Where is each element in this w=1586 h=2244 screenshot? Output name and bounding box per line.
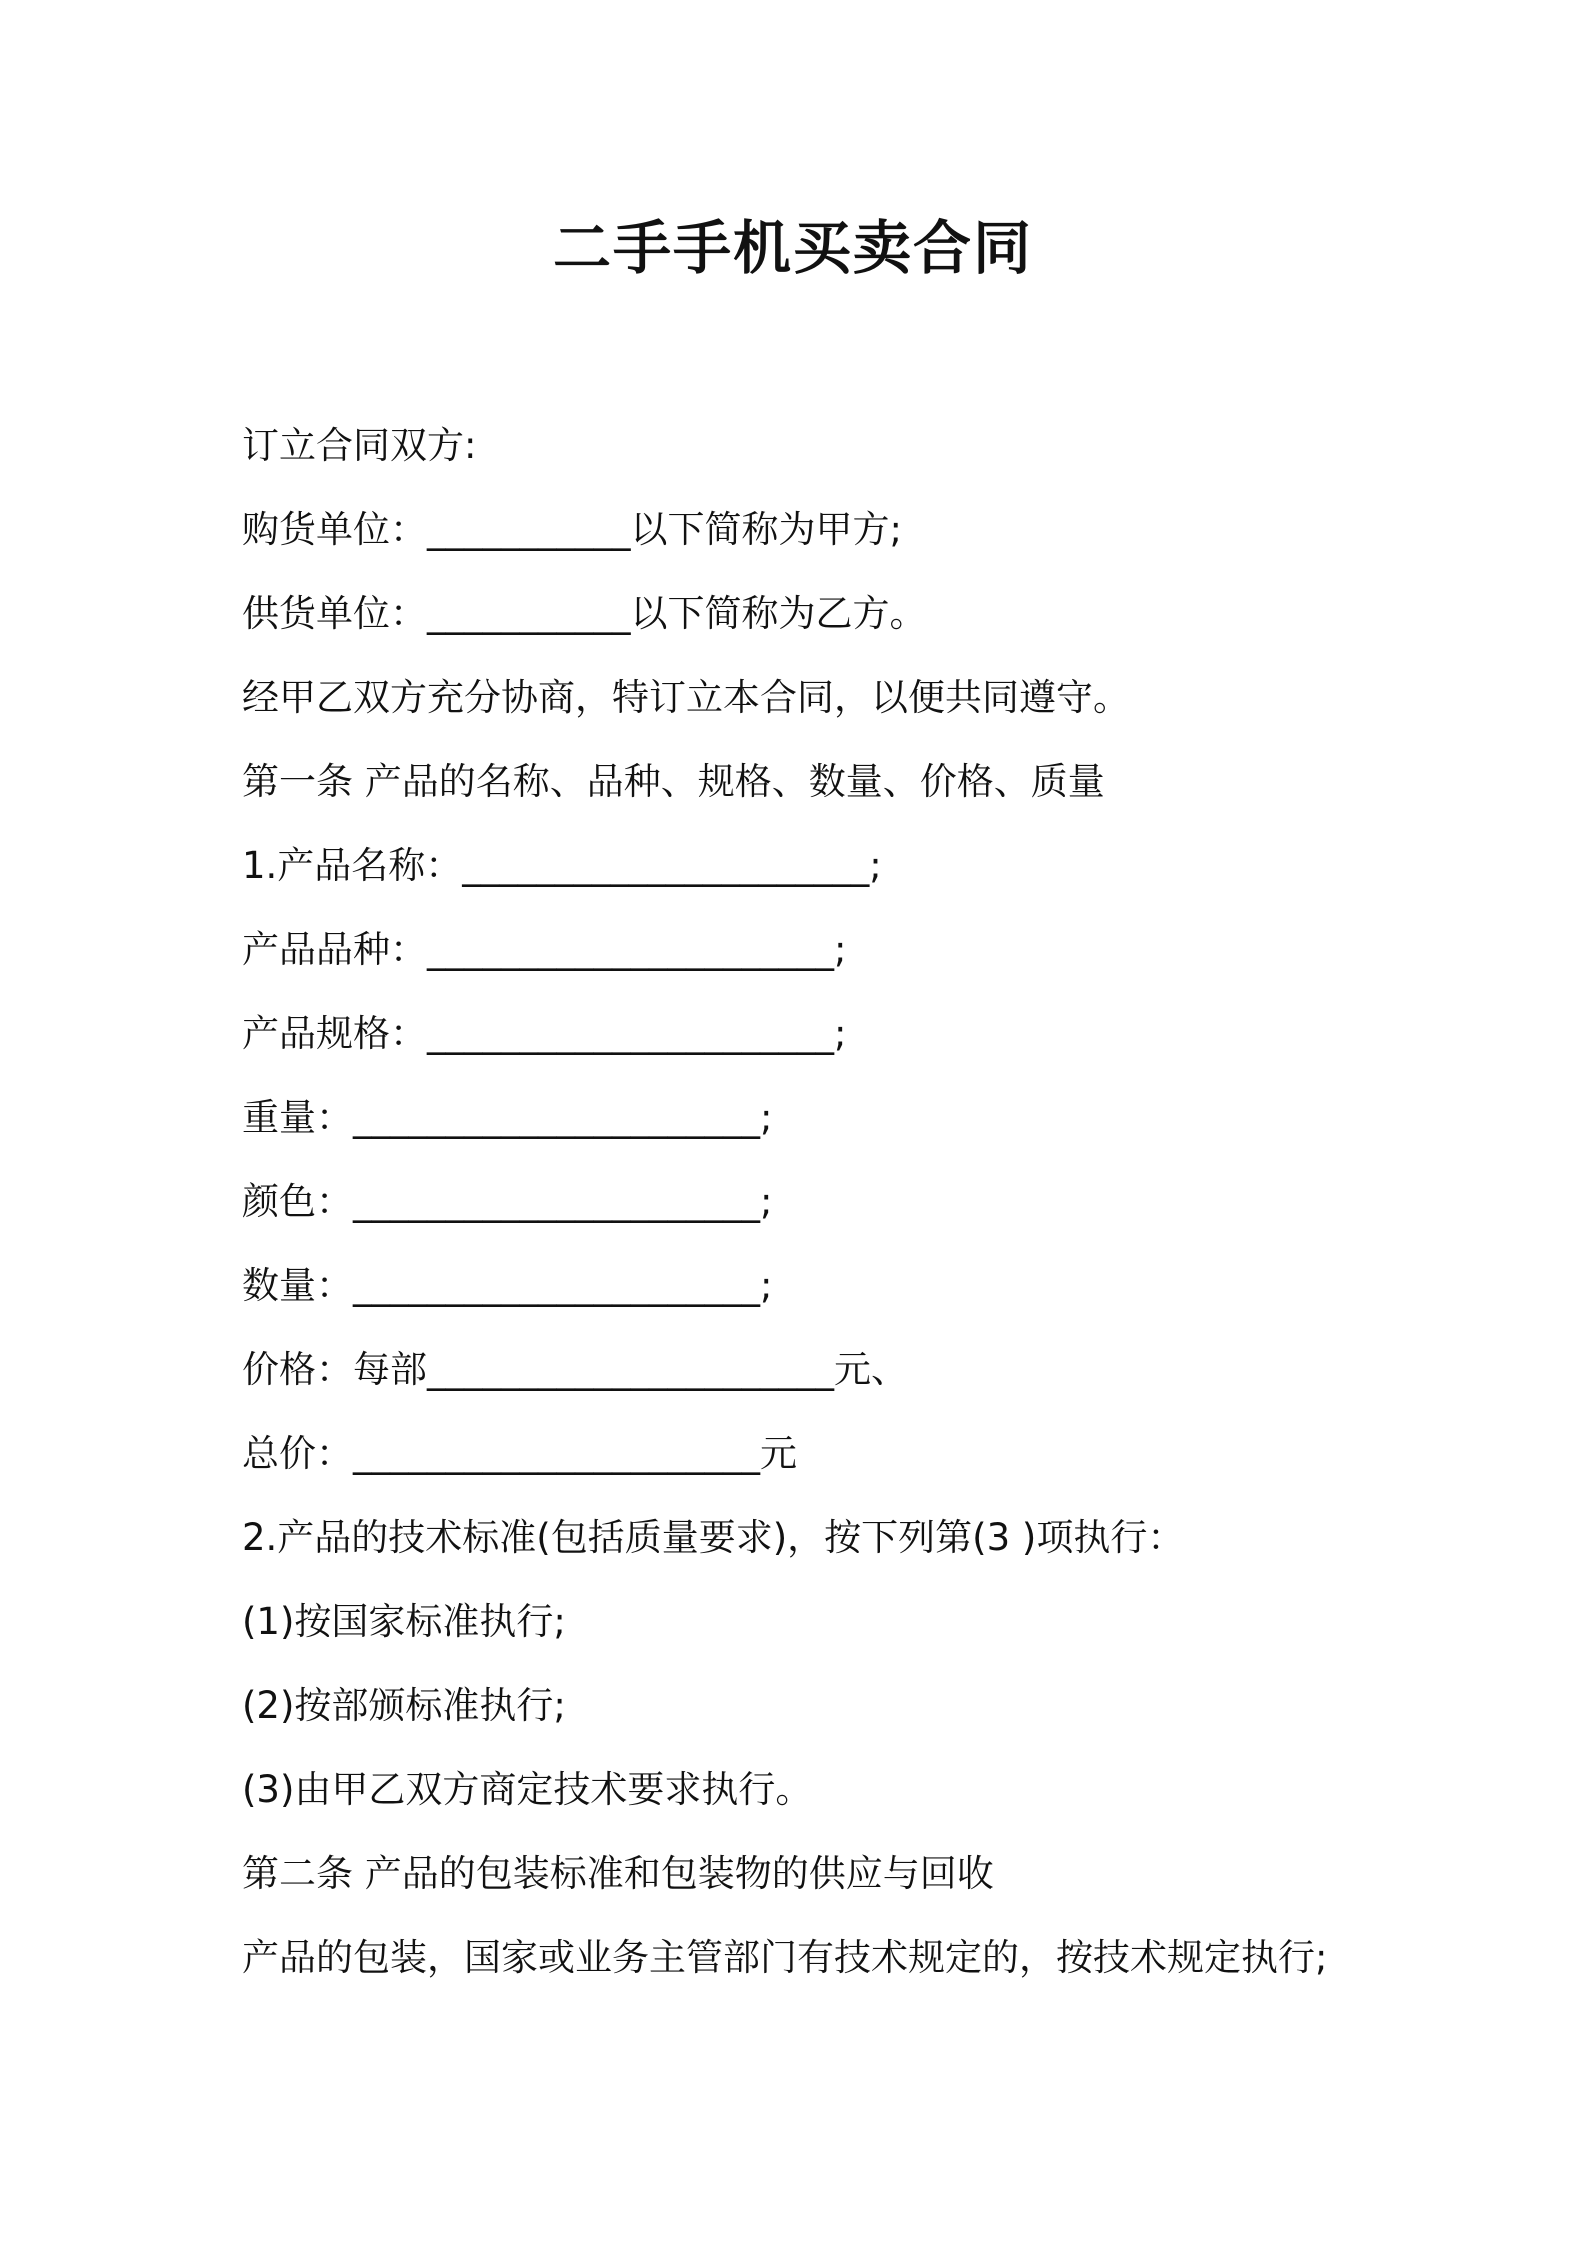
document-body [242, 404, 1422, 2000]
product-name-line: 1.产品名称：______________________; [242, 844, 882, 887]
article-1-heading: 第一条 产品的名称、品种、规格、数量、价格、质量 [242, 760, 1105, 803]
total-price-line: 总价：______________________元 [242, 1432, 797, 1475]
buyer-line: 购货单位：___________以下简称为甲方; [242, 508, 902, 551]
packaging-rule-line: 产品的包装，国家或业务主管部门有技术规定的，按技术规定执行; [242, 1936, 1328, 1979]
quantity-line: 数量：______________________; [242, 1264, 773, 1307]
product-variety-line: 产品品种：______________________; [242, 928, 847, 971]
standard-option-2: (2)按部颁标准执行; [242, 1684, 566, 1727]
document-title: 二手手机买卖合同 [552, 214, 1033, 282]
technical-standard-line: 2.产品的技术标准(包括质量要求)，按下列第(3 )项执行： [242, 1516, 1185, 1559]
contract-parties-heading: 订立合同双方: [242, 424, 477, 467]
standard-option-3: (3)由甲乙双方商定技术要求执行。 [242, 1768, 813, 1811]
weight-line: 重量：______________________; [242, 1096, 773, 1139]
color-line: 颜色：______________________; [242, 1180, 773, 1223]
product-spec-line: 产品规格：______________________; [242, 1012, 847, 1055]
article-2-heading: 第二条 产品的包装标准和包装物的供应与回收 [242, 1852, 994, 1895]
unit-price-line: 价格：每部______________________元、 [242, 1348, 908, 1391]
standard-option-1: (1)按国家标准执行; [242, 1600, 566, 1643]
agreement-statement: 经甲乙双方充分协商，特订立本合同，以便共同遵守。 [242, 676, 1130, 719]
seller-line: 供货单位：___________以下简称为乙方。 [242, 592, 927, 635]
